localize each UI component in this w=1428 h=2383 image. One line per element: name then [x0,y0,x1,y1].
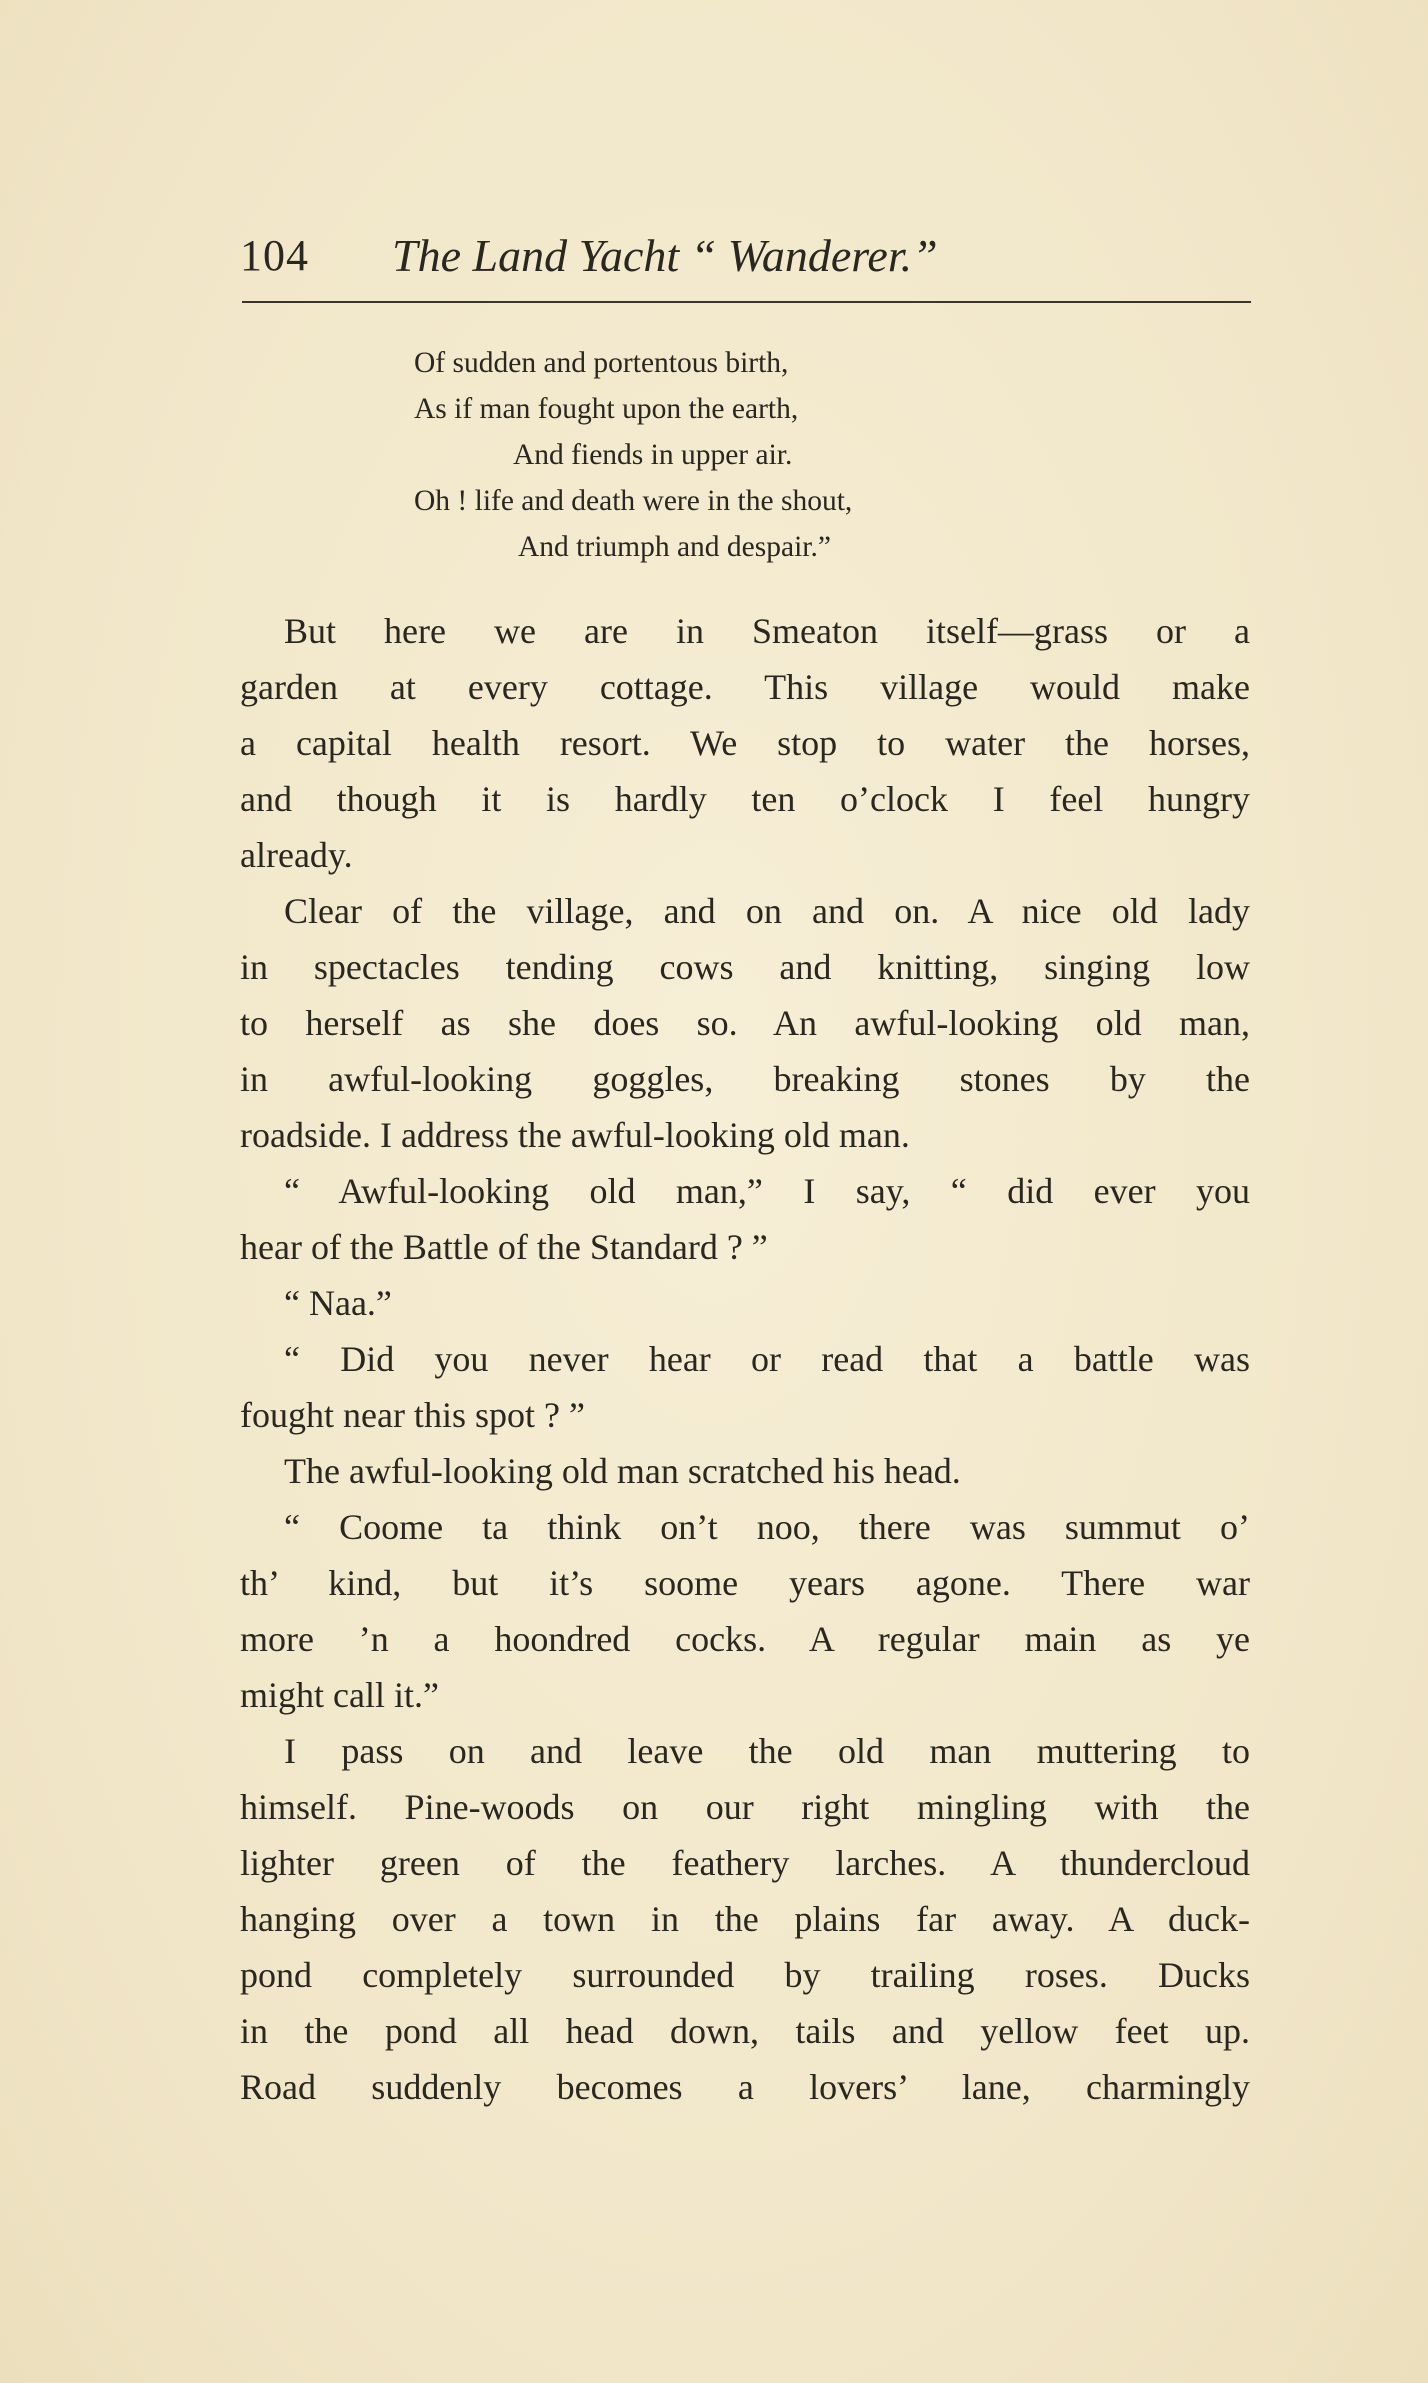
text-line: “ Did you never hear or read that a battle was [284,1339,1250,1379]
text-line: “ Naa.” [284,1283,392,1323]
text-line: lighter green of the feathery larches. A thundercloud [240,1843,1250,1883]
text-line: in the pond all head down, tails and yellow feet up. [240,2011,1250,2051]
text-line: himself. Pine-woods on our right mingling with the [240,1787,1250,1827]
poem-line: And fiends in upper air. [513,439,793,471]
text-line: Clear of the village, and on and on. A nice old lady [284,891,1250,931]
text-line: fought near this spot ? ” [240,1395,585,1435]
text-line: pond completely surrounded by trailing roses. Ducks [240,1955,1250,1995]
text-line: already. [240,835,353,875]
text-line: in spectacles tending cows and knitting, singing low [240,947,1250,987]
running-title: The Land Yacht “ Wanderer.” [392,230,938,281]
text-line: The awful-looking old man scratched his head. [284,1451,961,1491]
text-line: hanging over a town in the plains far away. A duck- [240,1899,1250,1939]
text-line: “ Coome ta think on’t noo, there was summut o’ [284,1507,1250,1547]
text-line: hear of the Battle of the Standard ? ” [240,1227,768,1267]
text-line: roadside. I address the awful-looking old man. [240,1115,910,1155]
poem-line: As if man fought upon the earth, [414,393,799,425]
text-line: in awful-looking goggles, breaking stones by the [240,1059,1250,1099]
text-line: might call it.” [240,1675,439,1715]
page-header [240,226,1240,286]
text-line: I pass on and leave the old man muttering to [284,1731,1250,1771]
poem-line: Oh ! life and death were in the shout, [414,485,853,517]
text-line: and though it is hardly ten o’clock I feel hungry [240,779,1250,819]
text-line: more ’n a hoondred cocks. A regular main as ye [240,1619,1250,1659]
text-line: “ Awful-looking old man,” I say, “ did ever you [284,1171,1250,1211]
header-rule [242,301,1251,303]
text-line: But here we are in Smeaton itself—grass or a [284,611,1250,651]
poem-line: And triumph and despair.” [518,531,831,563]
text-line: garden at every cottage. This village would make [240,667,1250,707]
text-line: a capital health resort. We stop to water the horses, [240,723,1250,763]
poem-line: Of sudden and portentous birth, [414,347,789,379]
text-line: th’ kind, but it’s soome years agone. There war [240,1563,1250,1603]
text-line: to herself as she does so. An awful-looking old man, [240,1003,1250,1043]
page-number: 104 [240,231,309,280]
text-line: Road suddenly becomes a lovers’ lane, charmingly [240,2067,1250,2107]
